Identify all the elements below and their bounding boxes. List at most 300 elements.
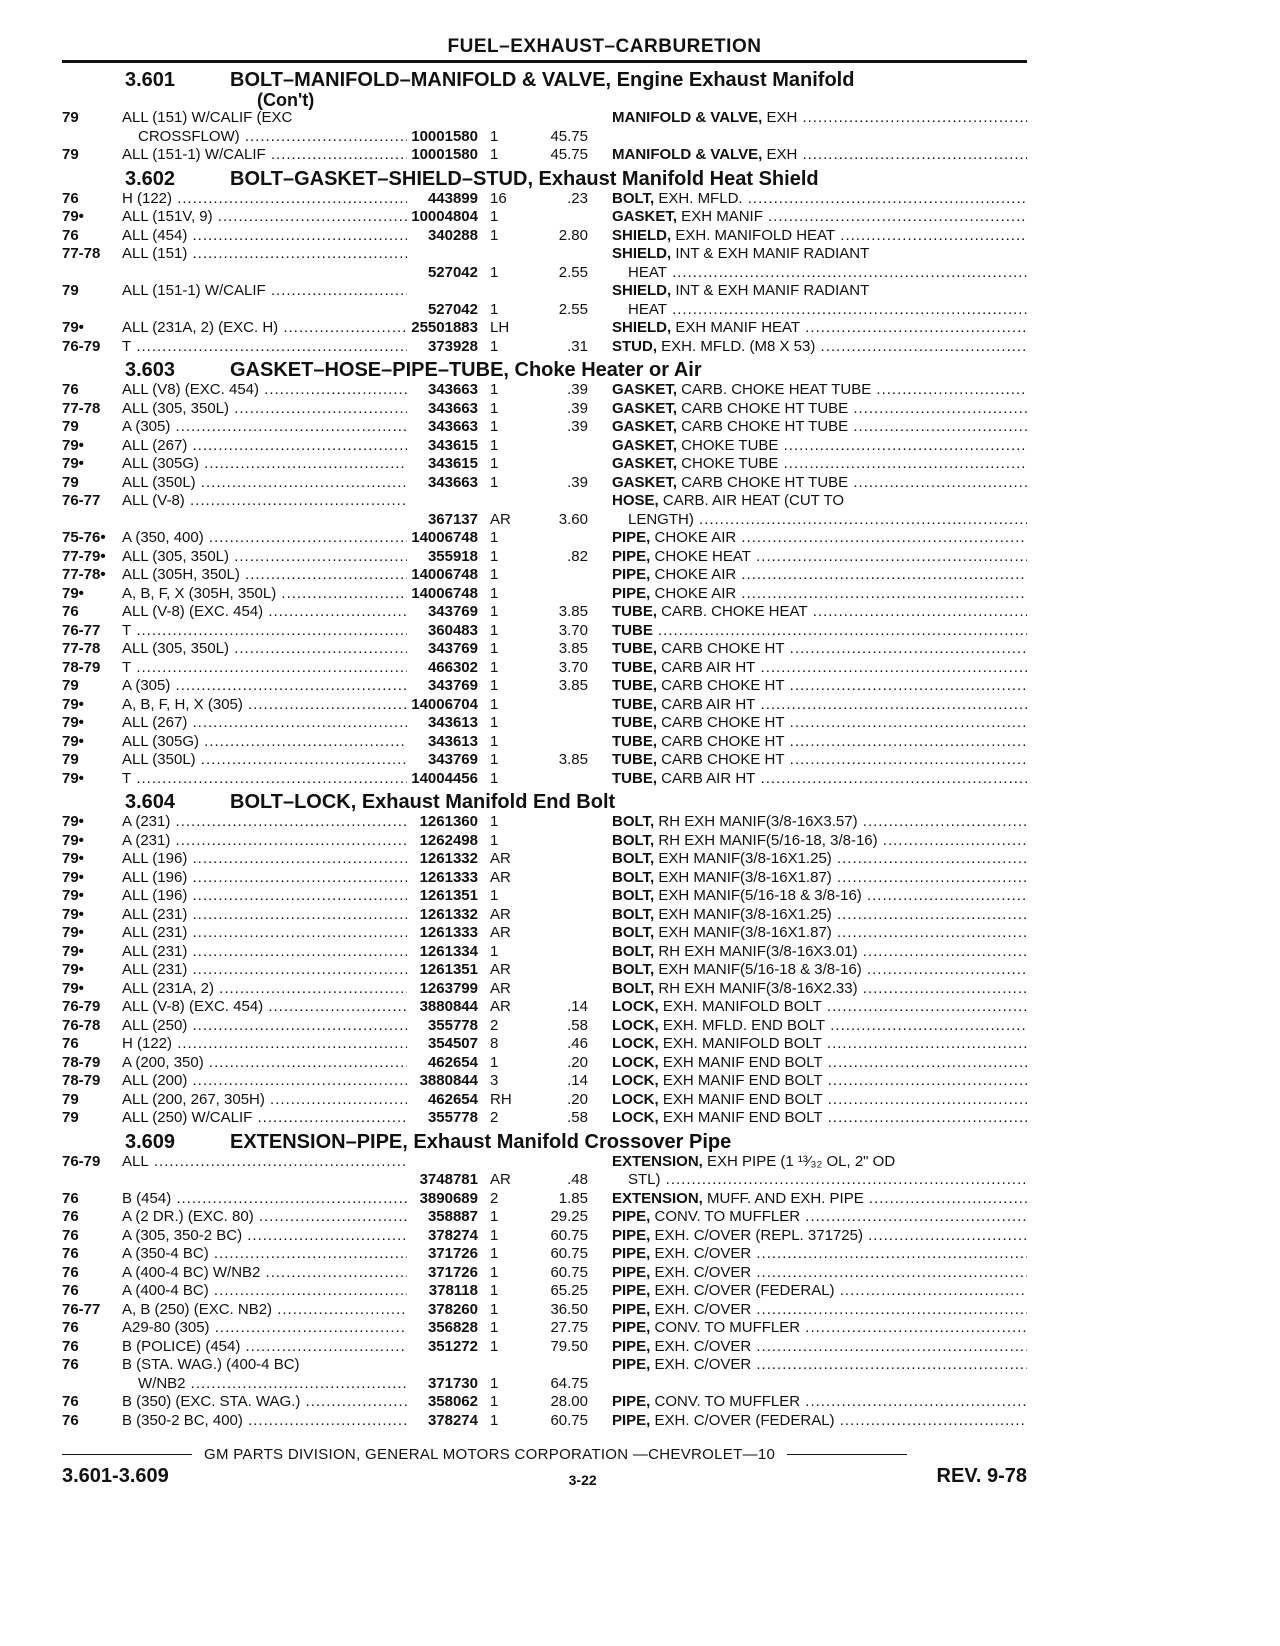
part-name-keyword: HOSE, bbox=[612, 492, 659, 509]
quantity: AR bbox=[490, 961, 511, 978]
part-name-line: PIPE, EXH. C/OVER (FEDERAL) ..... bbox=[612, 1412, 1027, 1431]
quantity: 1 bbox=[490, 226, 499, 244]
part-name bbox=[612, 1091, 1027, 1110]
part-name-keyword: BOLT, bbox=[612, 961, 655, 978]
quantity: 1 bbox=[490, 813, 499, 830]
parts-row bbox=[62, 319, 1027, 338]
part-number: 527042 bbox=[427, 300, 478, 318]
part-number: 378274 bbox=[427, 1411, 478, 1429]
part-name bbox=[612, 961, 1027, 980]
model-year: 76 bbox=[62, 1411, 79, 1429]
quantity: 1 bbox=[490, 621, 499, 639]
model-year: 77-78 bbox=[62, 399, 101, 417]
section-number: 3.602 bbox=[125, 167, 176, 190]
part-name-keyword: PIPE, bbox=[612, 1263, 651, 1281]
parts-row bbox=[62, 869, 1027, 888]
part-number: 14004456 bbox=[411, 769, 478, 787]
model-year: 76-77 bbox=[62, 492, 101, 509]
part-name-keyword: GASKET, bbox=[612, 418, 678, 435]
description-line: A (200, 350) ..... bbox=[122, 1054, 407, 1073]
part-name-line: TUBE, CARB CHOKE HT ..... bbox=[612, 640, 1027, 659]
price: 27.75 bbox=[550, 1319, 588, 1336]
quantity: AR bbox=[490, 1171, 511, 1188]
parts-row bbox=[62, 109, 1027, 146]
part-number: 1261351 bbox=[419, 887, 478, 904]
description-line: A (305, 350-2 BC) ..... bbox=[122, 1227, 407, 1246]
part-number: 351272 bbox=[427, 1337, 478, 1355]
parts-row bbox=[62, 751, 1027, 770]
price: 3.85 bbox=[558, 677, 588, 694]
model-year: 79• bbox=[62, 905, 84, 923]
price: 45.75 bbox=[550, 146, 588, 163]
parts-row bbox=[62, 245, 1027, 282]
model-year: 77-79• bbox=[62, 547, 106, 565]
part-number: 1261332 bbox=[419, 905, 478, 923]
application-description bbox=[122, 1109, 407, 1128]
description-line: A29-80 (305) ..... bbox=[122, 1319, 407, 1338]
model-year: 79 bbox=[62, 282, 79, 299]
part-name-keyword: PIPE, bbox=[612, 1208, 651, 1225]
part-number: 10001580 bbox=[411, 146, 478, 163]
section-header bbox=[62, 168, 1027, 190]
part-name bbox=[612, 813, 1027, 832]
part-name-line: LOCK, EXH MANIF END BOLT ..... bbox=[612, 1109, 1027, 1128]
parts-row bbox=[62, 887, 1027, 906]
parts-row bbox=[62, 1393, 1027, 1412]
application-description bbox=[122, 603, 407, 622]
part-name-keyword: EXTENSION, bbox=[612, 1152, 703, 1170]
application-description bbox=[122, 474, 407, 493]
application-description bbox=[122, 190, 407, 209]
footer-range: 3.601-3.609 bbox=[62, 1465, 169, 1487]
part-name-keyword: GASKET, bbox=[612, 208, 678, 225]
quantity: 1 bbox=[490, 658, 499, 676]
part-name bbox=[612, 640, 1027, 659]
quantity: 1 bbox=[490, 399, 499, 417]
description-line: A (305) ..... bbox=[122, 418, 407, 437]
quantity: 1 bbox=[490, 436, 499, 454]
description-line: ALL (V8) (EXC. 454) ..... bbox=[122, 381, 407, 400]
model-year: 77-78 bbox=[62, 640, 101, 657]
application-description bbox=[122, 714, 407, 733]
part-name-keyword: STUD, bbox=[612, 337, 657, 355]
part-name bbox=[612, 924, 1027, 943]
section-header bbox=[62, 791, 1027, 813]
description-line: B (POLICE) (454) ..... bbox=[122, 1338, 407, 1357]
part-name-line: PIPE, EXH. C/OVER ..... bbox=[612, 1264, 1027, 1283]
description-line: ALL (231A, 2) (EXC. H) ..... bbox=[122, 319, 407, 338]
part-number: 14006704 bbox=[411, 695, 478, 713]
application-description bbox=[122, 1356, 407, 1393]
model-year: 79• bbox=[62, 769, 84, 787]
application-description bbox=[122, 1412, 407, 1431]
description-line: ALL (305, 350L) ..... bbox=[122, 548, 407, 567]
application-description bbox=[122, 1338, 407, 1357]
part-number: 343663 bbox=[427, 399, 478, 417]
description-line: ALL (V-8) ..... bbox=[122, 492, 407, 511]
parts-row bbox=[62, 943, 1027, 962]
application-description bbox=[122, 1282, 407, 1301]
part-name bbox=[612, 1338, 1027, 1357]
part-name-line: LOCK, EXH. MANIFOLD BOLT ..... bbox=[612, 1035, 1027, 1054]
application-description bbox=[122, 437, 407, 456]
application-description bbox=[122, 227, 407, 246]
quantity: 1 bbox=[490, 337, 499, 355]
model-year: 79 bbox=[62, 751, 79, 768]
quantity: 1 bbox=[490, 1208, 499, 1225]
part-name-keyword: BOLT, bbox=[612, 942, 655, 960]
model-year: 79• bbox=[62, 695, 84, 713]
quantity: 1 bbox=[490, 942, 499, 960]
part-name bbox=[612, 1301, 1027, 1320]
model-year: 76 bbox=[62, 1393, 79, 1410]
application-description bbox=[122, 282, 407, 319]
part-name-line: LENGTH) ..... bbox=[612, 511, 1027, 530]
part-name-line: EXTENSION, EXH PIPE (1 ¹³⁄₃₂ OL, 2" OD bbox=[612, 1152, 896, 1170]
parts-row bbox=[62, 492, 1027, 529]
part-name bbox=[612, 714, 1027, 733]
part-name bbox=[612, 418, 1027, 437]
parts-row bbox=[62, 924, 1027, 943]
application-description bbox=[122, 418, 407, 437]
part-name bbox=[612, 319, 1027, 338]
model-year: 76 bbox=[62, 226, 79, 244]
description-line: ALL (305, 350L) ..... bbox=[122, 640, 407, 659]
quantity: 1 bbox=[490, 1393, 499, 1410]
application-description bbox=[122, 245, 407, 282]
application-description bbox=[122, 109, 407, 146]
application-description bbox=[122, 1393, 407, 1412]
description-line: ALL (151V, 9) ..... bbox=[122, 208, 407, 227]
quantity: AR bbox=[490, 510, 511, 528]
part-number: 343615 bbox=[427, 436, 478, 454]
part-name bbox=[612, 400, 1027, 419]
parts-row bbox=[62, 227, 1027, 246]
part-number: 343613 bbox=[427, 732, 478, 750]
application-description bbox=[122, 869, 407, 888]
description-line: T ..... bbox=[122, 338, 407, 357]
model-year: 76-77 bbox=[62, 1300, 101, 1318]
parts-row bbox=[62, 1264, 1027, 1283]
price: 3.70 bbox=[558, 621, 588, 639]
catalog-page bbox=[62, 36, 1027, 1616]
part-name-line: BOLT, EXH MANIF(5/16-18 & 3/8-16) ..... bbox=[612, 887, 1027, 906]
quantity: 1 bbox=[490, 263, 499, 281]
part-name-keyword: TUBE bbox=[612, 621, 653, 639]
part-name-keyword: PIPE, bbox=[612, 566, 651, 583]
quantity: 1 bbox=[490, 1319, 499, 1336]
description-line: B (STA. WAG.) (400-4 BC) bbox=[122, 1356, 300, 1373]
part-name-line: HEAT ..... bbox=[612, 264, 1027, 283]
application-description bbox=[122, 924, 407, 943]
part-name-line: GASKET, CHOKE TUBE ..... bbox=[612, 437, 1027, 456]
price: .20 bbox=[567, 1090, 588, 1108]
part-number: 343663 bbox=[427, 418, 478, 435]
application-description bbox=[122, 998, 407, 1017]
part-number: 10001580 bbox=[411, 127, 478, 145]
part-number: 358062 bbox=[427, 1393, 478, 1410]
quantity: 1 bbox=[490, 640, 499, 657]
price: 79.50 bbox=[550, 1337, 588, 1355]
quantity: AR bbox=[490, 924, 511, 941]
model-year: 79• bbox=[62, 961, 84, 978]
part-name-keyword: LOCK, bbox=[612, 1072, 659, 1089]
application-description bbox=[122, 1054, 407, 1073]
section-number: 3.604 bbox=[125, 791, 176, 813]
application-description bbox=[122, 1208, 407, 1227]
application-description bbox=[122, 566, 407, 585]
part-name bbox=[612, 869, 1027, 888]
part-name-line: PIPE, EXH. C/OVER (FEDERAL) ..... bbox=[612, 1282, 1027, 1301]
section-header bbox=[62, 359, 1027, 381]
part-name-line: PIPE, CHOKE AIR ..... bbox=[612, 585, 1027, 604]
price: 3.60 bbox=[558, 510, 588, 528]
description-line: B (350-2 BC, 400) ..... bbox=[122, 1412, 407, 1431]
part-name-line: LOCK, EXH MANIF END BOLT ..... bbox=[612, 1072, 1027, 1091]
part-name-line: GASKET, CARB CHOKE HT TUBE ..... bbox=[612, 418, 1027, 437]
quantity: 1 bbox=[490, 1245, 499, 1262]
parts-row bbox=[62, 455, 1027, 474]
quantity: LH bbox=[490, 319, 510, 336]
part-number: 343663 bbox=[427, 381, 478, 398]
part-name-keyword: PIPE, bbox=[612, 1337, 651, 1355]
quantity: 1 bbox=[490, 1337, 499, 1355]
part-number: 466302 bbox=[427, 658, 478, 676]
model-year: 79• bbox=[62, 924, 84, 941]
part-name-line: GASKET, CARB CHOKE HT TUBE ..... bbox=[612, 400, 1027, 419]
model-year: 79• bbox=[62, 732, 84, 750]
part-name bbox=[612, 208, 1027, 227]
page-footer bbox=[62, 1446, 1027, 1488]
part-name bbox=[612, 850, 1027, 869]
application-description bbox=[122, 1072, 407, 1091]
section-title: GASKET–HOSE–PIPE–TUBE, Choke Heater or Air bbox=[230, 359, 702, 381]
part-number: 355778 bbox=[427, 1109, 478, 1126]
model-year: 79• bbox=[62, 813, 84, 830]
part-name-line: SHIELD, INT & EXH MANIF RADIANT bbox=[612, 245, 870, 262]
part-name-keyword: PIPE, bbox=[612, 584, 651, 602]
description-line: A (400-4 BC) W/NB2 ..... bbox=[122, 1264, 407, 1283]
model-year: 79• bbox=[62, 714, 84, 731]
part-name bbox=[612, 245, 1027, 282]
part-name-keyword: TUBE, bbox=[612, 677, 657, 694]
part-name-line: TUBE, CARB. CHOKE HEAT ..... bbox=[612, 603, 1027, 622]
part-name bbox=[612, 1035, 1027, 1054]
part-name bbox=[612, 943, 1027, 962]
catalog-section bbox=[62, 1131, 1027, 1431]
part-name bbox=[612, 548, 1027, 567]
part-name-keyword: LOCK, bbox=[612, 1035, 659, 1052]
quantity: 8 bbox=[490, 1035, 499, 1052]
quantity: 1 bbox=[490, 769, 499, 787]
parts-row bbox=[62, 1017, 1027, 1036]
footer-rule-right bbox=[787, 1454, 907, 1455]
price: .23 bbox=[567, 189, 588, 207]
quantity: 1 bbox=[490, 584, 499, 602]
model-year: 76 bbox=[62, 1245, 79, 1262]
model-year: 76-78 bbox=[62, 1016, 101, 1034]
part-name-line: GASKET, CARB. CHOKE HEAT TUBE ..... bbox=[612, 381, 1027, 400]
parts-row bbox=[62, 400, 1027, 419]
parts-row bbox=[62, 832, 1027, 851]
description-line: A (231) ..... bbox=[122, 832, 407, 851]
part-name-keyword: PIPE, bbox=[612, 1300, 651, 1318]
part-number: 462654 bbox=[427, 1090, 478, 1108]
quantity: 1 bbox=[490, 566, 499, 583]
part-number: 1261333 bbox=[419, 868, 478, 886]
price: 1.85 bbox=[558, 1189, 588, 1207]
part-name-line: GASKET, EXH MANIF ..... bbox=[612, 208, 1027, 227]
application-description bbox=[122, 455, 407, 474]
description-line: A, B, F, H, X (305) ..... bbox=[122, 696, 407, 715]
part-name-keyword: TUBE, bbox=[612, 732, 657, 750]
application-description bbox=[122, 887, 407, 906]
parts-row bbox=[62, 1282, 1027, 1301]
description-line: ALL (267) ..... bbox=[122, 714, 407, 733]
part-name-keyword: LOCK, bbox=[612, 1109, 659, 1126]
part-number: 14006748 bbox=[411, 566, 478, 583]
model-year: 79 bbox=[62, 146, 79, 163]
sections-container bbox=[62, 69, 1027, 1430]
parts-row bbox=[62, 980, 1027, 999]
section-header bbox=[62, 1131, 1027, 1153]
application-description bbox=[122, 640, 407, 659]
part-name-line: BOLT, EXH. MFLD. ..... bbox=[612, 190, 1027, 209]
part-name-keyword: BOLT, bbox=[612, 887, 655, 904]
application-description bbox=[122, 696, 407, 715]
part-name bbox=[612, 1264, 1027, 1283]
footer-bottom bbox=[62, 1465, 1027, 1488]
application-description bbox=[122, 1035, 407, 1054]
quantity: 1 bbox=[490, 732, 499, 750]
part-name-keyword: TUBE, bbox=[612, 695, 657, 713]
application-description bbox=[122, 1319, 407, 1338]
parts-row bbox=[62, 474, 1027, 493]
part-name bbox=[612, 474, 1027, 493]
model-year: 77-78 bbox=[62, 245, 101, 262]
parts-row bbox=[62, 1245, 1027, 1264]
part-name bbox=[612, 1208, 1027, 1227]
application-description bbox=[122, 548, 407, 567]
part-name-keyword: PIPE, bbox=[612, 1411, 651, 1429]
part-number: 25501883 bbox=[411, 319, 478, 336]
application-description bbox=[122, 906, 407, 925]
price: .14 bbox=[567, 1072, 588, 1089]
part-name-line: BOLT, RH EXH MANIF(3/8-16X2.33) ..... bbox=[612, 980, 1027, 999]
application-description bbox=[122, 943, 407, 962]
application-description bbox=[122, 1190, 407, 1209]
quantity: 1 bbox=[490, 127, 499, 145]
part-name bbox=[612, 1393, 1027, 1412]
description-line: CROSSFLOW) ..... bbox=[122, 128, 407, 147]
price: 2.80 bbox=[558, 226, 588, 244]
part-number: 358887 bbox=[427, 1208, 478, 1225]
model-year: 76-79 bbox=[62, 337, 101, 355]
model-year: 79• bbox=[62, 831, 84, 849]
application-description bbox=[122, 813, 407, 832]
parts-row bbox=[62, 850, 1027, 869]
model-year: 76 bbox=[62, 1356, 79, 1373]
parts-row bbox=[62, 282, 1027, 319]
quantity: 1 bbox=[490, 455, 499, 472]
page-title: FUEL–EXHAUST–CARBURETION bbox=[447, 36, 762, 57]
price: 2.55 bbox=[558, 263, 588, 281]
description-line: A (400-4 BC) ..... bbox=[122, 1282, 407, 1301]
description-line: A (350-4 BC) ..... bbox=[122, 1245, 407, 1264]
part-number: 1261334 bbox=[419, 942, 478, 960]
application-description bbox=[122, 733, 407, 752]
description-line: ALL (350L) ..... bbox=[122, 474, 407, 493]
price: 3.85 bbox=[558, 640, 588, 657]
section-number: 3.609 bbox=[125, 1130, 176, 1153]
quantity: 1 bbox=[490, 1226, 499, 1244]
part-number: 354507 bbox=[427, 1035, 478, 1052]
model-year: 79 bbox=[62, 109, 79, 126]
part-name-line: TUBE, CARB CHOKE HT ..... bbox=[612, 733, 1027, 752]
application-description bbox=[122, 492, 407, 529]
part-name-keyword: PIPE, bbox=[612, 1319, 651, 1336]
parts-row bbox=[62, 548, 1027, 567]
model-year: 76 bbox=[62, 603, 79, 620]
part-name-line: BOLT, RH EXH MANIF(3/8-16X3.57) ..... bbox=[612, 813, 1027, 832]
parts-row bbox=[62, 998, 1027, 1017]
model-year: 79• bbox=[62, 455, 84, 472]
part-name-line: PIPE, CONV. TO MUFFLER ..... bbox=[612, 1208, 1027, 1227]
part-number: 443899 bbox=[427, 189, 478, 207]
description-line: ALL (200, 267, 305H) ..... bbox=[122, 1091, 407, 1110]
model-year: 76-79 bbox=[62, 998, 101, 1015]
footer-revision: REV. 9-78 bbox=[936, 1465, 1027, 1487]
part-name-keyword: TUBE, bbox=[612, 658, 657, 676]
model-year: 76 bbox=[62, 1282, 79, 1299]
part-name-line: TUBE, CARB AIR HT ..... bbox=[612, 659, 1027, 678]
quantity: 1 bbox=[490, 1300, 499, 1318]
model-year: 76-79 bbox=[62, 1152, 101, 1170]
model-year: 79• bbox=[62, 208, 84, 225]
part-name-keyword: MANIFOLD & VALVE, bbox=[612, 109, 763, 126]
price: .48 bbox=[567, 1171, 588, 1188]
part-number: 356828 bbox=[427, 1319, 478, 1336]
part-number: 1261332 bbox=[419, 850, 478, 867]
parts-row bbox=[62, 1109, 1027, 1128]
part-name bbox=[612, 1109, 1027, 1128]
part-name bbox=[612, 603, 1027, 622]
part-number: 3890689 bbox=[419, 1189, 478, 1207]
part-number: 378274 bbox=[427, 1226, 478, 1244]
quantity: 1 bbox=[490, 1282, 499, 1299]
description-line: ALL (151-1) W/CALIF ..... bbox=[122, 282, 407, 301]
part-number: 10004804 bbox=[411, 208, 478, 225]
part-name bbox=[612, 980, 1027, 999]
quantity: 1 bbox=[490, 300, 499, 318]
parts-row bbox=[62, 1208, 1027, 1227]
price: .14 bbox=[567, 998, 588, 1015]
part-name-keyword: LOCK, bbox=[612, 998, 659, 1015]
part-name-line: BOLT, EXH MANIF(3/8-16X1.25) ..... bbox=[612, 906, 1027, 925]
model-year: 76 bbox=[62, 1208, 79, 1225]
part-name-line: MANIFOLD & VALVE, EXH ..... bbox=[612, 146, 1027, 165]
quantity: 1 bbox=[490, 1263, 499, 1281]
application-description bbox=[122, 677, 407, 696]
part-number: 462654 bbox=[427, 1053, 478, 1071]
footer-page-number: 3-22 bbox=[568, 1472, 597, 1488]
part-name bbox=[612, 887, 1027, 906]
part-number: 371726 bbox=[427, 1263, 478, 1281]
parts-row bbox=[62, 813, 1027, 832]
model-year: 79• bbox=[62, 319, 84, 336]
price: 60.75 bbox=[550, 1245, 588, 1262]
model-year: 76 bbox=[62, 1035, 79, 1052]
